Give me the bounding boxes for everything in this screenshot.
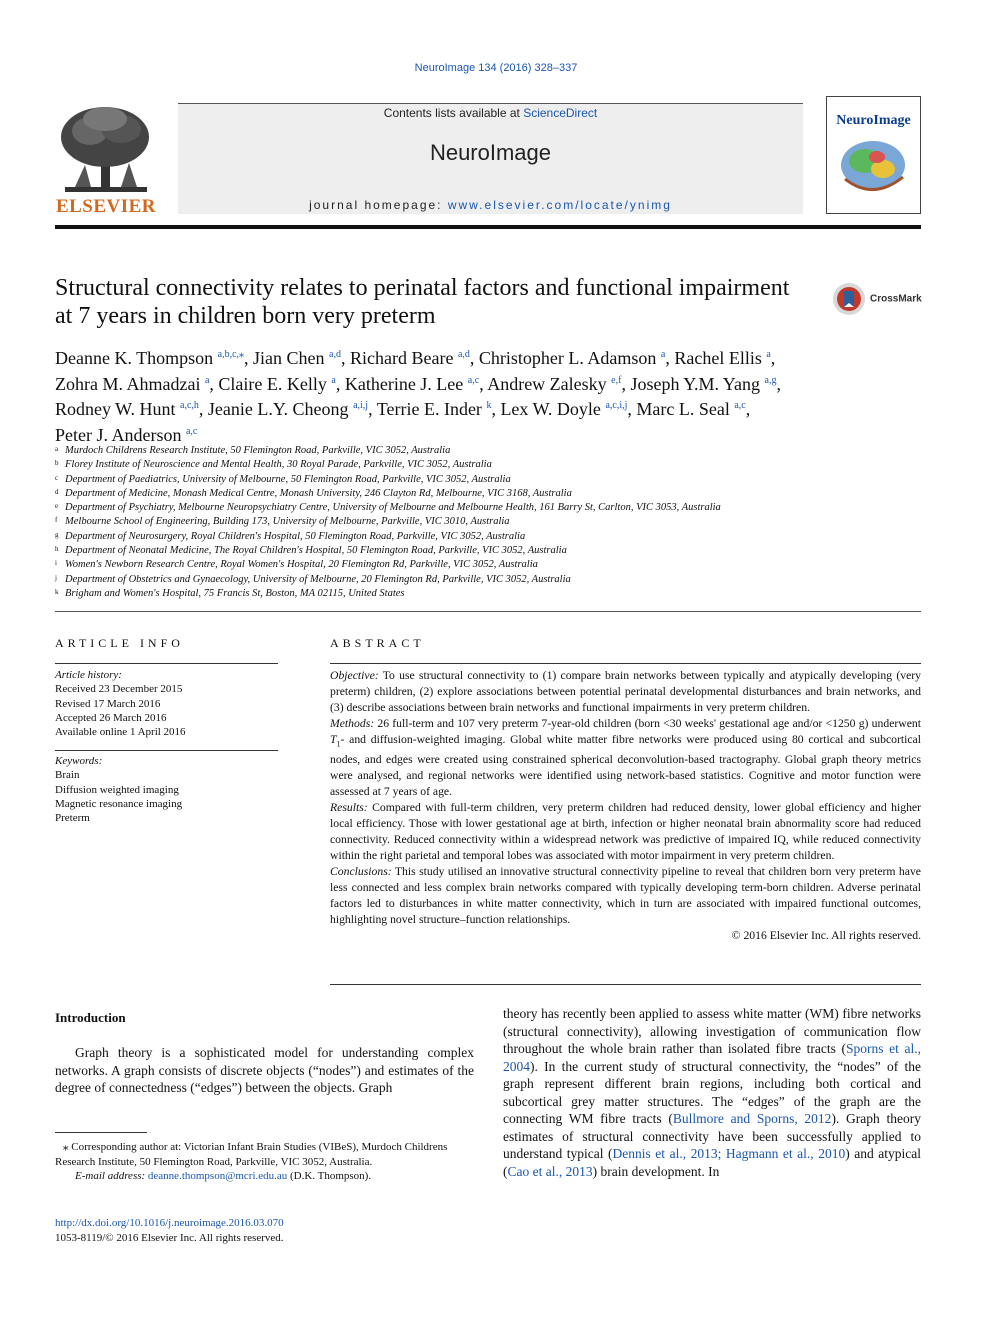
homepage-prefix: journal homepage: (309, 198, 448, 212)
citation-link[interactable]: Cao et al., 2013 (507, 1163, 593, 1179)
author-separator: , (776, 373, 781, 394)
affiliation-mark: g (55, 530, 59, 539)
history-item: Revised 17 March 2016 (55, 697, 161, 710)
crossmark-icon (832, 282, 866, 316)
crossmark-label: CrossMark (870, 293, 922, 305)
history-item: Available online 1 April 2016 (55, 726, 186, 739)
section-rule (55, 611, 921, 612)
author (377, 399, 496, 419)
abstract-body (330, 668, 921, 944)
author-name[interactable]: Richard Beare (350, 348, 454, 368)
author-affiliation-marks[interactable]: e,f (611, 374, 622, 386)
affiliation (55, 544, 855, 558)
sciencedirect-link[interactable]: ScienceDirect (523, 106, 598, 120)
author-name[interactable]: Andrew Zalesky (487, 373, 607, 394)
author-affiliation-marks[interactable]: a (766, 349, 771, 360)
author-name[interactable]: Peter J. Anderson (55, 424, 182, 445)
author-separator: , (368, 399, 373, 419)
keyword-item: Magnetic resonance imaging (55, 797, 183, 810)
affiliation (55, 473, 855, 487)
issn-line: 1053-8119/© 2016 Elsevier Inc. All rights reserved. (55, 1231, 284, 1244)
corresponding-author-footnote (55, 1140, 474, 1184)
keyword-item: Brain (55, 769, 80, 782)
author (253, 348, 345, 368)
affiliation-mark: k (55, 587, 59, 596)
abstract-conclusions (330, 864, 921, 928)
affiliation (55, 458, 855, 472)
contents-prefix: Contents lists available at (383, 106, 524, 120)
body-text: ). In the current study of structural connectivity, the “nodes” of the graph represent different brain regions, including both cortical and subcortical grey matter structures. The “edges” of the graph are the connecting WM fibre tracts ( (503, 1058, 921, 1126)
affiliation (55, 501, 855, 515)
author-separator: , (491, 399, 496, 419)
author-name[interactable]: Claire E. Kelly (218, 373, 327, 394)
journal-reference[interactable]: NeuroImage 134 (2016) 328–337 (414, 62, 578, 74)
keywords (55, 754, 285, 825)
affiliation (55, 487, 855, 501)
keyword-item: Diffusion weighted imaging (55, 783, 179, 796)
author (350, 348, 474, 368)
journal-name: NeuroImage (429, 140, 552, 165)
email-suffix: (D.K. Thompson). (287, 1170, 372, 1182)
history-label: Article history: (55, 669, 122, 681)
author-separator: , (341, 348, 346, 368)
conclusions-label: Conclusions: (330, 865, 392, 879)
affiliation-text: Department of Psychiatry, Melbourne Neuropsychiatry Centre, University of Melbourne and Melbourne Health, 161 Barry St, Carlton, VIC 3053, Australia (65, 502, 721, 514)
author (487, 374, 626, 394)
affiliation-mark: h (55, 545, 59, 554)
author-affiliation-marks[interactable]: a (331, 374, 336, 386)
author-name[interactable]: Deanne K. Thompson (55, 348, 214, 368)
affiliation-mark: j (55, 573, 57, 582)
author-affiliation-marks[interactable]: a,d (457, 349, 470, 360)
author-separator: , (198, 399, 204, 419)
citation-link[interactable]: Dennis et al., 2013; Hagmann et al., 2010 (612, 1146, 846, 1161)
footnote-rule (55, 1132, 147, 1133)
citation-link[interactable]: Bullmore and Sporns, 2012 (672, 1111, 832, 1126)
author-name[interactable]: Katherine J. Lee (344, 373, 464, 394)
conclusions-text: This study utilised an innovative structural connectivity pipeline to reveal that children born very preterm have less connected and less complex brain networks compared with typically developing term-born children. Adverse perinatal factors led to disturbances in white matter connectivity, which in turn are associated with impaired functional outcomes, highlighting novel structure–function relationships. (330, 865, 921, 927)
publisher-logo-text: ELSEVIER (55, 196, 157, 217)
body-text: ) brain development. In (592, 1163, 720, 1179)
author-affiliation-marks[interactable]: a,c (185, 425, 198, 437)
author-separator: , (621, 373, 626, 394)
introduction-paragraph: Graph theory is a sophisticated model for understanding complex networks. A graph consists of discrete objects (“nodes”) and estimates of the degree of connectedness (“edges”) between the objects. Graph (55, 1045, 474, 1095)
affiliation (55, 587, 855, 601)
author-name[interactable]: Terrie E. Inder (376, 399, 482, 419)
abstract-heading: ABSTRACT (330, 636, 425, 650)
affiliation (55, 573, 855, 587)
affiliation-text: Department of Paediatrics, University of Melbourne, 50 Flemington Road, Parkville, VIC 3052, Australia (65, 473, 511, 485)
cover-title: NeuroImage (836, 113, 911, 128)
keywords-label: Keywords: (55, 755, 103, 767)
abstract-objective (330, 668, 921, 716)
methods-label: Methods: (330, 717, 375, 730)
author-affiliation-marks[interactable]: a,c (467, 374, 480, 386)
email-link[interactable]: deanne.thompson@mcri.edu.au (147, 1170, 288, 1182)
results-text: Compared with full-term children, very preterm children had reduced density, lower global efficiency and higher local efficiency. Those with lower gestational age at birth, infection or higher neonatal brain abnormality score had reduced connectivity. Reduced connectivity within a widespread network was predictive of impaired IQ, while reduced connectivity within the right parietal and temporal lobes was associated with motor impairment in very preterm children. (330, 801, 921, 863)
author-affiliation-marks[interactable]: a,i,j (353, 400, 369, 411)
author-separator: , (665, 348, 670, 368)
article-info-rule (55, 663, 278, 664)
author (55, 348, 249, 368)
abstract-rule (330, 663, 921, 664)
affiliation-mark: d (55, 487, 59, 496)
author (345, 374, 484, 394)
affiliation-mark: f (55, 516, 58, 525)
author-affiliation-marks[interactable]: a,c (734, 400, 746, 411)
footnote-text: Corresponding author at: Victorian Infant Brain Studies (VIBeS), Murdoch Childrens Research Institute, 50 Flemington Road, Parkville, VIC 3052, Australia. (55, 1141, 448, 1168)
author-affiliation-marks[interactable]: a,c,h (180, 400, 199, 411)
author (636, 399, 750, 419)
affiliation (55, 530, 855, 544)
author-separator: , (469, 348, 475, 368)
author (208, 399, 373, 419)
author-affiliation-marks[interactable]: k (486, 400, 492, 411)
introduction-heading: Introduction (55, 1010, 126, 1025)
author (479, 348, 670, 368)
author (55, 425, 197, 445)
journal-cover-thumbnail[interactable] (826, 96, 921, 214)
contents-line (178, 106, 803, 120)
affiliation-text: Brigham and Women's Hospital, 75 Francis St, Boston, MA 02115, United States (65, 587, 405, 599)
author (630, 374, 781, 394)
author (674, 348, 775, 368)
affiliation (55, 515, 855, 529)
author (500, 399, 631, 419)
body-text: ) and atypical ( (503, 1146, 921, 1179)
affiliation (55, 558, 855, 572)
author (55, 374, 214, 394)
affiliation-text: Department of Neurosurgery, Royal Children's Hospital, 50 Flemington Road, Parkville, VIC 3052, Australia (65, 530, 526, 542)
affiliation-text: Florey Institute of Neuroscience and Mental Health, 30 Royal Parade, Parkville, VIC 3052, Australia (65, 459, 492, 471)
affiliation-text: Murdoch Childrens Research Institute, 50 Flemington Road, Parkville, VIC 3052, Australia (65, 445, 451, 456)
doi-link[interactable]: http://dx.doi.org/10.1016/j.neuroimage.2016.03.070 (55, 1217, 284, 1229)
affiliation-mark: e (55, 502, 59, 511)
doi-block (55, 1216, 284, 1245)
history-item: Accepted 26 March 2016 (55, 711, 167, 724)
author-separator: , (244, 348, 249, 368)
footnote-corresponding (55, 1140, 474, 1169)
author-separator: , (479, 373, 484, 394)
affiliation-mark: c (55, 473, 59, 482)
abstract-methods (330, 716, 921, 800)
author-separator: , (335, 373, 341, 394)
abstract-results (330, 800, 921, 864)
results-label: Results: (330, 801, 368, 815)
keywords-rule (55, 750, 278, 751)
header-rule (55, 225, 921, 229)
crossmark-badge[interactable] (832, 282, 922, 316)
author-affiliation-marks[interactable]: a,b,c,⁎ (217, 349, 245, 360)
email-label: E-mail address: (75, 1170, 146, 1182)
author-separator: , (627, 399, 632, 419)
author-name[interactable]: Jeanie L.Y. Cheong (207, 399, 349, 419)
author-name[interactable]: Rodney W. Hunt (55, 399, 176, 419)
affiliation-text: Women's Newborn Research Centre, Royal Women's Hospital, 20 Flemington Rd, Parkville, VIC 3052, Australia (65, 559, 538, 571)
t1-subscript: 1 (336, 739, 341, 749)
affiliation-mark: i (55, 559, 57, 568)
author-name[interactable]: Marc L. Seal (636, 399, 730, 419)
article-title: Structural connectivity relates to perinatal factors and functional impairment at 7 years in children born very preterm (55, 275, 790, 329)
objective-text: To use structural connectivity to (1) compare brain networks between typically and atypically developing (very preterm) children, (2) explore associations between potential perinatal developmental disturbances and brain networks, and (3) describe associations between brain networks and functional impairments in very preterm children. (330, 669, 921, 714)
history-item: Received 23 December 2015 (55, 683, 183, 696)
introduction-paragraph-cont (503, 1005, 921, 1180)
footnote-mark: ⁎ (63, 1141, 69, 1153)
author-affiliation-marks[interactable]: a,g (764, 374, 777, 386)
author-affiliation-marks[interactable]: a (204, 374, 210, 386)
abstract-end-rule (330, 984, 921, 985)
article-info-heading: ARTICLE INFO (55, 636, 184, 650)
article-history (55, 668, 285, 739)
author-name[interactable]: Rachel Ellis (674, 348, 762, 368)
author-list (55, 344, 855, 446)
t1-symbol: T (330, 733, 337, 746)
keyword-item: Preterm (55, 812, 90, 825)
author-affiliation-marks[interactable]: a,d (329, 349, 341, 360)
affiliation-text: Department of Medicine, Monash Medical Centre, Monash University, 246 Clayton Rd, Melbourne, VIC 3168, Australia (65, 487, 572, 499)
journal-homepage (178, 198, 803, 212)
author-name[interactable]: Joseph Y.M. Yang (630, 373, 760, 394)
methods-text-cont: - and diffusion-weighted imaging. Global white matter fibre networks were produced using 80 cortical and subcortical nodes, and edges were created using constrained spherical deconvolution-based tractography. Global graph theory metrics were analysed, and regional networks were identified using network-based statistics. Cognitive and motor function were assessed at 7 years of age. (330, 733, 921, 799)
author-affiliation-marks[interactable]: a,c,i,j (605, 400, 628, 411)
affiliation-text: Department of Neonatal Medicine, The Royal Children's Hospital, 50 Flemington Road, Parkville, VIC 3052, Australia (65, 545, 567, 557)
author (218, 374, 340, 394)
footnote-email (55, 1169, 474, 1184)
author-separator: , (745, 399, 751, 419)
objective-label: Objective: (330, 669, 379, 682)
body-text: ). Graph theory estimates of structural connectivity have been successfully applied to understand typical ( (503, 1111, 921, 1161)
affiliation-text: Melbourne School of Engineering, Building 173, University of Melbourne, Parkville, VIC 3010, Australia (65, 516, 510, 528)
affiliation-mark: b (55, 459, 59, 468)
journal-banner (178, 103, 803, 214)
brain-image (827, 129, 920, 209)
affiliation (55, 444, 855, 458)
author-separator: , (770, 348, 776, 368)
citation-link[interactable]: Sporns et al., 2004 (503, 1041, 921, 1074)
affiliation-list (55, 444, 855, 601)
affiliation-mark: a (55, 445, 59, 453)
abstract-copyright: © 2016 Elsevier Inc. All rights reserved. (731, 929, 921, 943)
author-separator: , (209, 373, 214, 394)
affiliation-text: Department of Obstetrics and Gynaecology, University of Melbourne, 20 Flemington Rd, Parkville, VIC 3052, Australia (65, 573, 571, 585)
author (55, 399, 203, 419)
author-name[interactable]: Jian Chen (253, 348, 325, 368)
author-name[interactable]: Christopher L. Adamson (478, 348, 657, 368)
author-affiliation-marks[interactable]: a (660, 349, 666, 360)
author-name[interactable]: Lex W. Doyle (500, 399, 601, 419)
homepage-link[interactable]: www.elsevier.com/locate/ynimg (447, 198, 672, 212)
author-name[interactable]: Zohra M. Ahmadzai (55, 373, 201, 394)
methods-text: 26 full-term and 107 very preterm 7-year-old children (born <30 weeks' gestational age and/or <1250 g) underwent (374, 717, 921, 730)
body-text: theory has recently been applied to assess white matter (WM) fibre networks (structural connectivity), allowing investigation of communication flow throughout the whole brain rather than isolated fibre tracts ( (503, 1006, 921, 1056)
